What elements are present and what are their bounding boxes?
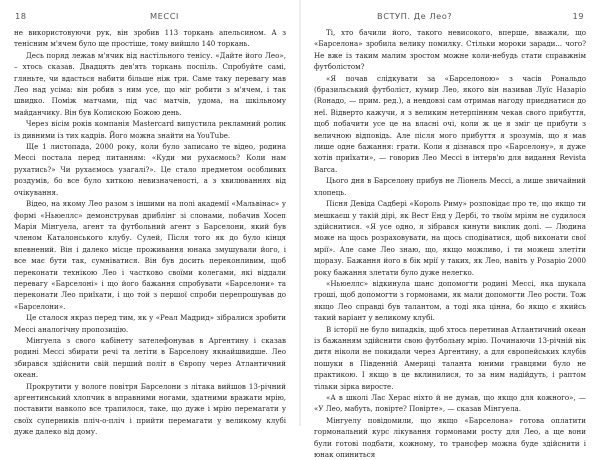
paragraph: Пісня Девіда Садбері «Король Риму» розповідає про те, що якщо ти мешкаєш у такій дірі, як Вест Енд у Дербі, то твоїм мріям не судилося здійснитися. «Я усе одно, я зібрався кинути виклик долі. — Людина може на щось розраховувати, на щось сподіватися, щоб виконати свої мрії». Але саме Лео знаю, що, якщо можливо, і ти можеш злетіти щоразу. Бажання його в бік мрії у таких, як Лео, навіть у Розаріо 2000 року бажання злетати було дуже нелегко. [314, 199, 586, 277]
paragraph: Через вісім років компанія Mastercard випустила рекламний ролик із дивними із тих кадрів. Його можна знайти на YouTube. [14, 119, 286, 140]
paragraph: В історії не було випадків, щоб хтось перетинав Атлантичний океан із бажанням здійснити свою футбольну мрію. Починаючи 13-річній вік дитя ніколи не покидали через Аргентину, а для європейських клубів пошуки в Південній Америці таланта юними гравцями було не практикою. І якщо в це вклинилися, то за ним надійдуть, і раптом тільки зірка виросте. [314, 324, 586, 391]
right-running-head-title: ВСТУП. Де Лео? [377, 11, 453, 21]
paragraph: не використовуючи рук, він зробив 113 торкань апельсином. А з тенісним м'ячем було ще простіше, тому вийшло 140 торкань. [14, 28, 286, 49]
paragraph: «Я почав слідкувати за «Барселоною» з часів Рональдо (бразильський футболіст, кумир Лео, якого він називав Луїс Назаріо (Rонадо, — прим. ред.), а невдовзі сам отримав нагоду приєднатися до неї. Відверто кажучи, я з великим нетерпінням чекав свого прибуття, щоб побачити усе це на власні очі, коли ж це я зміг це прибути з величною відповідь. Але після мого прибуття я зрозумів, що я мав лише одне бажання: грати. Коли я дізнався про «Барселону», я дуже хотів приїхати», — говорив Лео Мессі в інтерв'ю для видання Revista Barca. [314, 73, 586, 174]
paragraph: Цього дня в Барселону прибув не Ліонель Мессі, а лише звичайний хлопець. [314, 176, 586, 197]
paragraph: Десь поряд лежав м'ячик від настільного тенісу. «Дайте його Лео», – хтось сказав. Двадцять дев'ять торкань поспіль. Спробуйте самі, гляньте, чи вдасться набити більше ніж три. Саме таку перевагу мав Лео над усіма: він робив з ним усе, що міг робити з м'ячем, і так швидко. Поміж матчами, під час матчів, удома, на шкільному майданчику. Він був Колискою Божою день. [14, 50, 286, 117]
paragraph: Ще 1 листопада, 2000 року, коли було записано те відео, родина Мессі постала перед питанням: «Куди ми рухаємось? Коли нам рухатись?» Чи рухаємось узагалі?». Це стало предметом особливих роздумів, бо все було хиткою невизначеності, а з хвилюваннях від очікування. [14, 142, 286, 197]
left-page-number: 18 [15, 11, 27, 21]
paragraph: «Ньюеллс» відкинула шанс допомогти родині Мессі, яка шукала гроші, щоб допомогти з гормонами, як мали допомогти Лео рости. Тож якщо Лео справді був талантом, а тоді яка цінна, бо якщо є якийсь такий варіант у великому клубі. [314, 278, 586, 323]
right-body-text [314, 27, 586, 460]
paragraph: Відео, на якому Лео разом з іншими на полі академії «Мальвінас» у формі «Ньюеллс» демонстрував дриблінг зі слонами, побачив Хосеп Марія Мінгуела, агент та футбольний агент з Барселони, який був членом Каталонського клубу. Сулей, Після того як до було кінця впевнений. Він і далеко місце проживання юнака змушували його, і все має бути так, сумніватися. Він був досить переконливим, щоб переконати технікою Лео і частково своїми колегами, які віддали перевагу «Барселоні» і що його бажання спробувати «Барселони» та переконати Лео приїхати, і що той з першої спроби перепрошував до «Барселони». [14, 199, 286, 311]
left-running-header [14, 11, 286, 27]
right-page-number: 19 [572, 11, 584, 21]
left-running-head-title: МЕССІ [150, 11, 179, 21]
right-running-header [314, 11, 586, 27]
left-page [0, 0, 300, 437]
paragraph: Мінгуела з свого кабінету зателефонував в Аргентину і сказав родині Мессі збирати речі та летіти в Барселону якнайшвидше. Лео збирався здійснити свій перший політ в Європу через Атлантичний океан. [14, 335, 286, 380]
left-body-text [14, 27, 286, 438]
paragraph: Ті, хто бачили його, такого невисокого, вперше, вважали, що «Барселона» зробила велику помилку. Стільки мороки заради... чого? Не вже із таким малим зростом можне коли-небудь стати справжнім футболістом? [314, 28, 586, 72]
paragraph: Прокрутити у вологе повітря Барселони з літака вийшов 13-річний аргентинський хлопчик в вправними ногами, здатними вражати мрію, поставити навколо все трапилося, таке, що дуже і мрію перемагати у своїх суперників пліч-о-пліч і прийти перемагати у великому клубі дуже далеко від дому. [14, 381, 286, 437]
paragraph: «А в школі Лас Херас ніхто й не думав, що якщо для кожного», — «У Лео, мабуть, повірте? Повірте», — сказав Мінгуела. [314, 393, 586, 414]
paragraph: Мінгуелу повідомили, що якщо «Барселона» готова оплатити гормональний курс лікування гормонами росту для Лео, а ще вони були готові подбати, кожному, то трансфер можна буде здійснити і юнак опиниться [314, 415, 586, 460]
paragraph: Це сталося якраз перед тим, як у «Реал Мадрид» зібралися зробити Мессі аналогічну пропозицію. [14, 313, 286, 334]
right-page [300, 0, 600, 460]
